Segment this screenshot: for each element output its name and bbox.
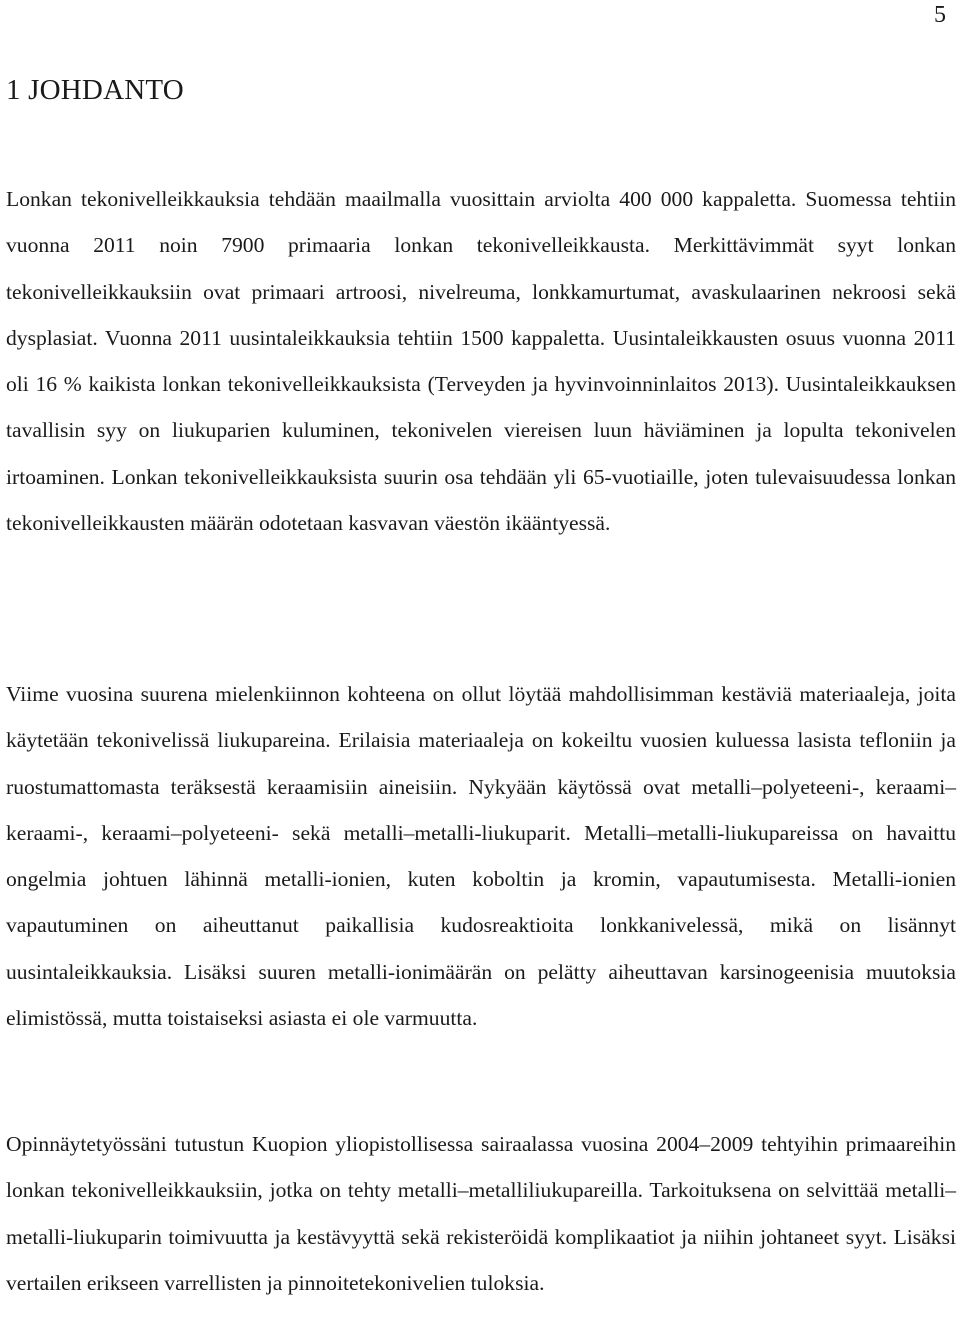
chapter-title: 1 JOHDANTO <box>6 74 184 106</box>
paragraph-thesis-aim: Opinnäytetyössäni tutustun Kuopion yliopistollisessa sairaalassa vuosina 2004–2009 tehtyihin primaareihin lonkan tekonivelleikkauksiin, jotka on tehty metalli–metalliliukupareilla. Tarkoituksena on selvittää metalli–metalli-liukuparin toimivuutta ja kestävyyttä sekä rekisteröidä komplikaatiot ja niihin johtaneet syyt. Lisäksi vertailen erikseen varrellisten ja pinnoitetekonivelien tuloksia. <box>6 1132 956 1295</box>
paragraph-materials: Viime vuosina suurena mielenkiinnon kohteena on ollut löytää mahdollisimman kestäviä materiaaleja, joita käytetään tekonivelissä liukupareina. Erilaisia materiaaleja on kokeiltu vuosien kuluessa lasista tefloniin ja ruostumattomasta teräksestä keraamisiin aineisiin. Nykyään käytössä ovat metalli–polyeteeni-, keraami–keraami-, keraami–polyeteeni- sekä metalli–metalli-liukuparit. Metalli–metalli-liukupareissa on havaittu ongelmia johtuen lähinnä metalli-ionien, kuten koboltin ja kromin, vapautumisesta. Metalli-ionien vapautuminen on aiheuttanut paikallisia kudosreaktioita lonkkanivelessä, mikä on lisännyt uusintaleikkauksia. Lisäksi suuren metalli-ionimäärän on pelätty aiheuttavan karsinogeenisia muutoksia elimistössä, mutta toistaiseksi asiasta ei ole varmuutta. <box>6 682 956 1031</box>
page-number: 5 <box>934 2 946 28</box>
paragraph-intro: Lonkan tekonivelleikkauksia tehdään maailmalla vuosittain arviolta 400 000 kappaletta. Suomessa tehtiin vuonna 2011 noin 7900 primaaria lonkan tekonivelleikkausta. Merkittävimmät syyt lonkan tekonivelleikkauksiin ovat primaari artroosi, nivelreuma, lonkkamurtumat, avaskulaarinen nekroosi sekä dysplasiat. Vuonna 2011 uusintaleikkauksia tehtiin 1500 kappaletta. Uusintaleikkausten osuus vuonna 2011 oli 16 % kaikista lonkan tekonivelleikkauksista (Terveyden ja hyvinvoinninlaitos 2013). Uusintaleikkauksen tavallisin syy on liukuparien kuluminen, tekonivelen viereisen luun häviäminen ja lopulta tekonivelen irtoaminen. Lonkan tekonivelleikkauksista suurin osa tehdään yli 65-vuotiaille, joten tulevaisuudessa lonkan tekonivelleikkausten määrän odotetaan kasvavan väestön ikääntyessä. <box>6 187 956 536</box>
